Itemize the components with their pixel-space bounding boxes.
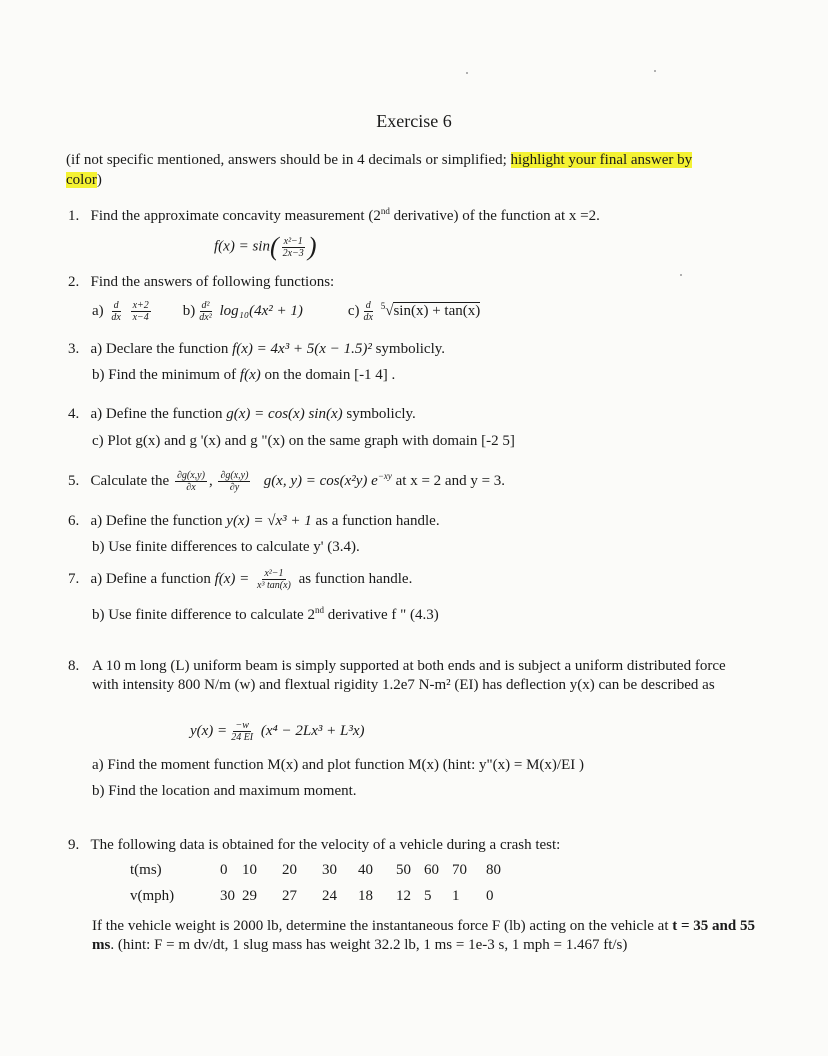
table-row-label: t(ms): [130, 861, 162, 878]
instructions: [66, 150, 766, 190]
question-4: [68, 405, 416, 424]
table-cell: 30: [322, 861, 337, 878]
table-cell: 30: [220, 887, 235, 904]
question-1: [68, 206, 600, 226]
fraction-denominator: dx²: [199, 312, 212, 323]
question-text: as a function handle.: [311, 513, 440, 529]
part-label: c): [347, 302, 360, 319]
fraction-numerator: ∂g(x,y): [176, 470, 205, 481]
scan-speck: [654, 70, 656, 72]
formula-text: g(x) = cos(x) sin(x): [226, 406, 343, 422]
formula-text: (x⁴ − 2Lx³ + L³x): [260, 722, 365, 739]
bold-text: t = 35 and 55 ms: [92, 918, 755, 953]
question-6b: b) Use finite differences to calculate y' (3.4).: [92, 539, 360, 555]
formula-text: y(x) = √x³ + 1: [226, 513, 312, 529]
question-8-text: A 10 m long (L) uniform beam is simply supported at both ends and is subject a uniform distributed force with intensity 800 N/m (w) and flextual rigidity 1.2e7 N-m² (EI) has deflection y(x) can be described as: [92, 658, 726, 693]
fraction-denominator: ∂y: [229, 482, 240, 493]
question-8b: b) Find the location and maximum moment.: [92, 783, 357, 799]
table-cell: 10: [242, 861, 257, 878]
part-label: a): [92, 302, 104, 319]
fraction-denominator: 24 EI: [231, 732, 254, 743]
table-cell: 18: [358, 887, 373, 904]
table-cell: 0: [220, 861, 228, 878]
scan-speck: [466, 72, 468, 74]
page-title: Exercise 6: [376, 111, 452, 131]
table-row: [130, 857, 506, 883]
superscript: −xy: [377, 470, 392, 481]
fraction-denominator: 2x−3: [282, 247, 304, 259]
question-9: [68, 836, 560, 855]
highlighted-text: color: [66, 172, 97, 188]
fraction-numerator: d: [113, 300, 119, 311]
question-number: 1.: [68, 208, 80, 224]
question-3: [68, 340, 445, 359]
table-cell: 70: [452, 861, 467, 878]
question-text: on the domain [-1 4] .: [260, 367, 396, 383]
question-text: Calculate the: [90, 472, 170, 489]
table-cell: 12: [396, 887, 411, 904]
instructions-text: (if not specific mentioned, answers should be in 4 decimals or simplified;: [66, 152, 511, 168]
fraction-numerator: ∂g(x,y): [220, 470, 249, 481]
table-cell: 0: [486, 887, 494, 904]
formula-text: f(x) =: [214, 570, 250, 587]
superscript: nd: [380, 206, 390, 216]
table-cell: 1: [452, 887, 460, 904]
superscript: nd: [314, 605, 324, 615]
table-cell: 40: [358, 861, 373, 878]
question-number: 2.: [68, 274, 80, 290]
table-cell: 24: [322, 887, 337, 904]
question-text: a) Define the function: [90, 406, 227, 422]
q1-formula: f(x) = sin( $\frac{\text{x²−1}}{2x-3}$ ): [214, 232, 317, 261]
formula-text: f(x) = 4x³ + 5(x − 1.5)²: [232, 341, 372, 357]
question-5: 5. Calculate the $\frac{\partial g(x,y)}{\partial x}$ , $\frac{\partial g(x,y)}{\partial y}$ g(x, y) = cos(x²y) $e^{-xy}$ at x = 2 and y = 3.: [68, 470, 506, 493]
question-text: as function handle.: [294, 570, 413, 587]
q2-parts: a) $\frac{d}{dx}$ $\frac{x+2}{x-4}$ b) $\frac{\text{d²}}{\text{dx²}}$ log₁₀(4x² + 1) c) $\frac{d}{dx}$ $^5$√sin(x) + tan(x): [92, 300, 481, 323]
table-cell: 20: [282, 861, 297, 878]
table-cell: 80: [486, 861, 501, 878]
fraction-numerator: −w: [235, 720, 249, 731]
table-cell: 29: [242, 887, 257, 904]
question-7: [68, 568, 412, 591]
question-2: [68, 273, 334, 292]
fraction-numerator: x²−1: [283, 235, 303, 247]
question-3b: [92, 366, 395, 385]
fraction-denominator: dx: [363, 312, 373, 323]
question-number: 7.: [68, 570, 80, 587]
question-text: If the vehicle weight is 2000 lb, determine the instantaneous force F (lb) acting on the vehicle at: [92, 918, 673, 934]
fraction-numerator: d: [365, 300, 371, 311]
fraction-numerator: x+2: [132, 300, 149, 311]
formula-text: f(x) = sin: [214, 238, 270, 255]
question-6: [68, 512, 440, 531]
question-number: 8.: [68, 658, 80, 674]
table-cell: 50: [396, 861, 411, 878]
fraction-denominator: dx: [111, 312, 121, 323]
fraction-denominator: ∂x: [186, 482, 196, 493]
formula-text: y(x) =: [190, 722, 228, 739]
question-number: 3.: [68, 341, 80, 357]
question-8a: a) Find the moment function M(x) and plot function M(x) (hint: y"(x) = M(x)/EI ): [92, 757, 584, 773]
question-text: derivative f " (4.3): [323, 607, 439, 623]
question-text: derivative) of the function at x =2.: [389, 208, 600, 224]
question-7b: [92, 605, 439, 625]
question-text: Find the answers of following functions:: [90, 274, 335, 290]
question-text: a) Define the function: [90, 513, 227, 529]
question-number: 4.: [68, 406, 80, 422]
q8-formula: [190, 720, 365, 743]
question-9-tail: [92, 917, 762, 955]
highlighted-text: highlight your final answer by: [510, 152, 693, 168]
instructions-text: ): [96, 172, 102, 188]
question-text: b) Find the minimum of: [92, 367, 240, 383]
question-4c: c) Plot g(x) and g '(x) and g "(x) on the same graph with domain [-2 5]: [92, 433, 515, 449]
part-label: b): [182, 302, 196, 319]
formula-text: sin(x) + tan(x): [393, 302, 481, 319]
question-text: a) Define a function: [90, 570, 215, 587]
question-text: b) Use finite difference to calculate 2: [92, 607, 315, 623]
fraction-denominator: x−4: [132, 312, 149, 323]
velocity-table: [130, 857, 506, 909]
scan-speck: [680, 274, 682, 276]
fraction-numerator: x²−1: [264, 568, 284, 579]
root-index: 5: [380, 300, 386, 311]
question-number: 6.: [68, 513, 80, 529]
table-row: [130, 883, 506, 909]
question-text: symbolicly.: [342, 406, 416, 422]
question-text: The following data is obtained for the velocity of a vehicle during a crash test:: [90, 837, 561, 853]
table-cell: 60: [424, 861, 439, 878]
question-text: Find the approximate concavity measurement (2: [90, 208, 381, 224]
table-row-label: v(mph): [130, 887, 175, 904]
question-number: 5.: [68, 472, 80, 489]
question-text: . (hint: F = m dv/dt, 1 slug mass has weight 32.2 lb, 1 ms = 1e-3 s, 1 mph = 1.467 ft/s): [110, 937, 628, 953]
formula-text: g(x, y) = cos(x²y) e: [263, 472, 378, 489]
formula-text: f(x): [239, 367, 261, 383]
table-cell: 5: [424, 887, 432, 904]
fraction-numerator: d²: [201, 300, 210, 311]
question-text: at x = 2 and y = 3.: [391, 472, 506, 489]
question-text: a) Declare the function: [90, 341, 233, 357]
question-number: 9.: [68, 837, 80, 853]
question-text: symbolicly.: [371, 341, 446, 357]
fraction-denominator: x³ tan(x): [257, 580, 291, 591]
formula-text: log₁₀(4x² + 1): [219, 302, 303, 319]
table-cell: 27: [282, 887, 297, 904]
